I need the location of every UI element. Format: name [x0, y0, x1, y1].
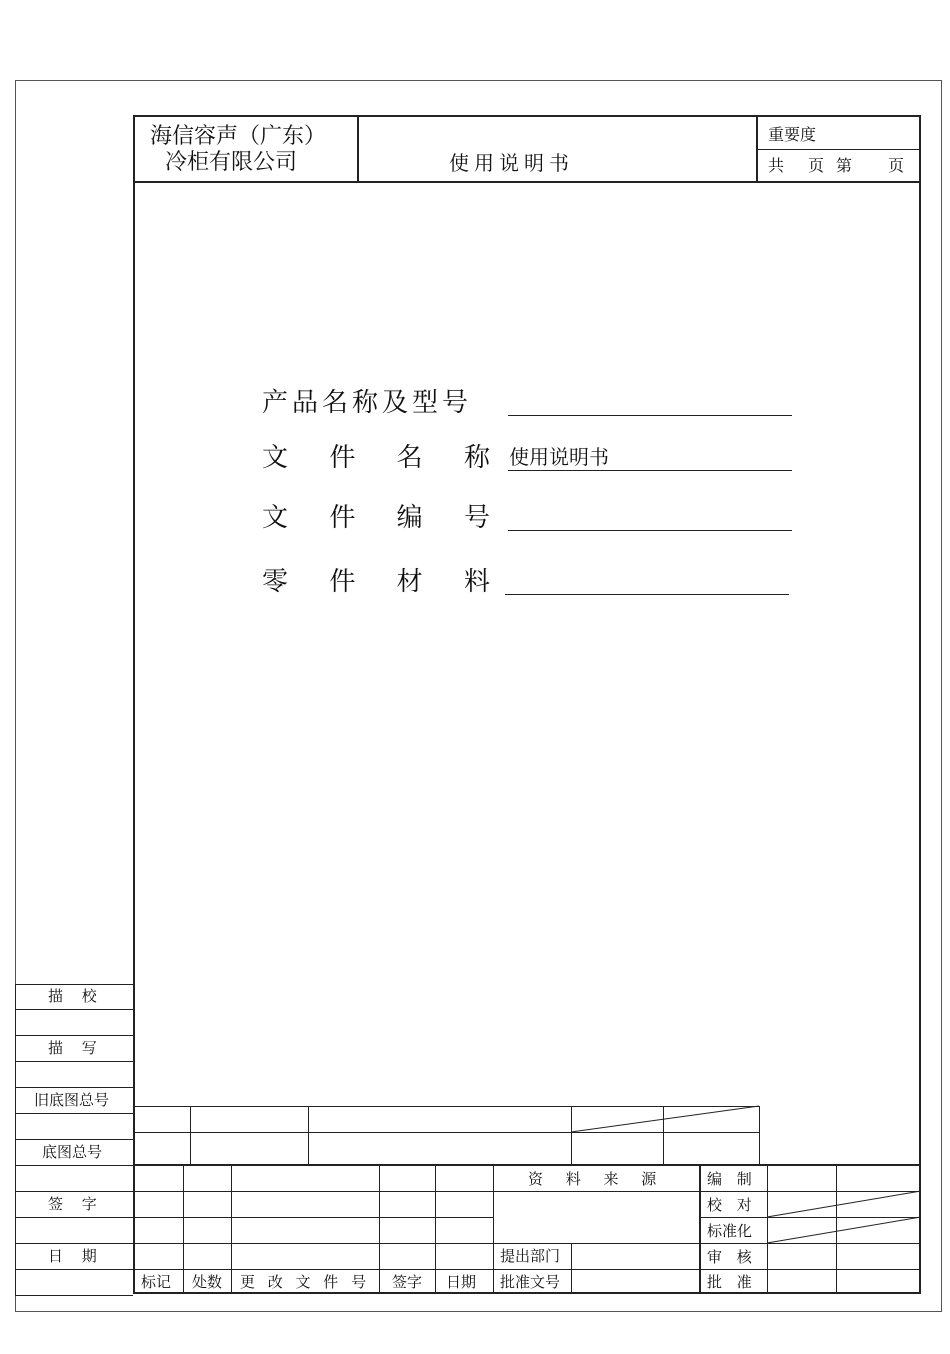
sign-label: 签 字	[48, 1195, 97, 1213]
source-label: 资 料 来 源	[528, 1170, 657, 1188]
field-value-filename: 使用说明书	[509, 445, 609, 469]
importance-label: 重要度	[768, 125, 817, 144]
approval-doc-label: 批准文号	[500, 1273, 561, 1291]
document-title: 使用说明书	[449, 151, 574, 175]
role-approve: 批 准	[707, 1273, 752, 1291]
trace-check-label: 描 校	[48, 987, 97, 1005]
trace-write-label: 描 写	[48, 1039, 97, 1057]
role-check: 校 对	[707, 1196, 752, 1214]
change-header-date: 日期	[446, 1273, 477, 1291]
field-label-filename: 文 件 名 称	[262, 443, 490, 473]
change-header-sign: 签字	[392, 1273, 423, 1291]
page-total-label: 共	[768, 156, 785, 175]
company-name-line2: 冷柜有限公司	[165, 150, 298, 175]
field-label-material: 零 件 材 料	[262, 567, 490, 597]
page-of-label: 页第	[807, 156, 864, 175]
role-standardize: 标准化	[707, 1222, 753, 1240]
page-suffix-label: 页	[887, 156, 904, 175]
change-header-docno: 更 改 文 件 号	[240, 1273, 367, 1291]
old-base-no-label: 旧底图总号	[34, 1091, 110, 1109]
field-label-product-text: 产品名称及型号	[262, 388, 473, 418]
field-label-fileno: 文 件 编 号	[262, 503, 490, 533]
date-label: 日 期	[48, 1247, 97, 1265]
change-header-mark: 标记	[141, 1273, 172, 1291]
base-no-label: 底图总号	[42, 1143, 103, 1161]
company-name-line1: 海信容声（广东）	[150, 124, 327, 149]
role-prepare: 编 制	[707, 1170, 752, 1188]
dept-label: 提出部门	[500, 1247, 561, 1265]
change-header-count: 处数	[192, 1273, 223, 1291]
role-review: 审 核	[707, 1248, 752, 1266]
